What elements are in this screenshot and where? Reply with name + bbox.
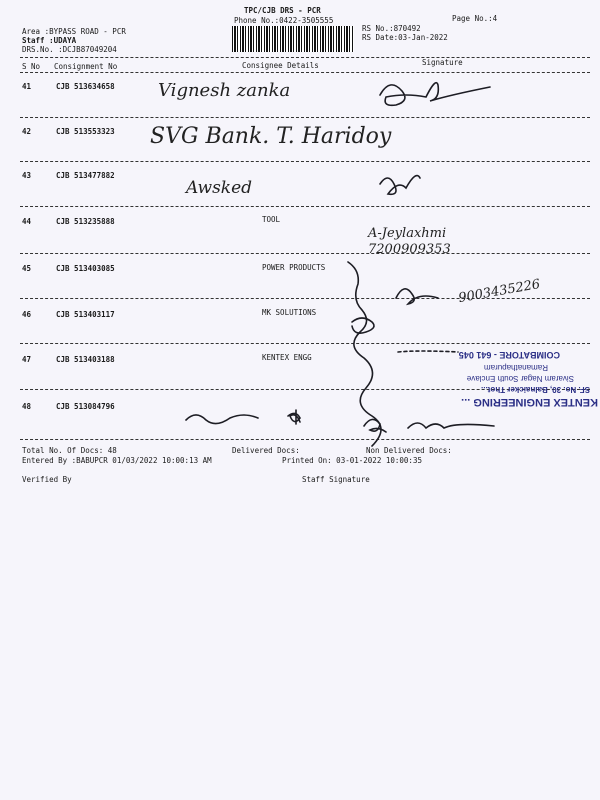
row-consignment: CJB 513403188: [56, 355, 115, 364]
row-consignment: CJB 513634658: [56, 82, 115, 91]
total-docs: Total No. Of Docs: 48: [22, 446, 117, 455]
drs-number: DRS.No. :DCJB87049204: [22, 45, 117, 54]
row-consignment: CJB 513403117: [56, 310, 115, 319]
row-sno: 47: [22, 355, 32, 364]
staff-label: Staff :UDAYA: [22, 36, 77, 45]
row-sno: 46: [22, 310, 32, 319]
row-consignee: POWER PRODUCTS: [262, 263, 326, 272]
row-sno: 44: [22, 217, 32, 226]
row-consignee: TOOL: [262, 215, 281, 224]
handwritten-consignee: SVG Bank. T. Haridoy: [150, 124, 392, 149]
row-sno: 45: [22, 264, 32, 273]
row-sno: 43: [22, 171, 32, 180]
document-title: TPC/CJB DRS - PCR: [244, 6, 321, 15]
stamp-address-line: Ramanathapuram: [483, 363, 548, 372]
stamp-address-line: SF. No. 30, Balnaicker Thot...: [481, 385, 590, 394]
printed-on: Printed On: 03-01-2022 10:00:35: [282, 456, 422, 465]
column-consignment: Consignment No: [54, 62, 118, 71]
column-consignee: Consignee Details: [242, 61, 319, 70]
stamp-address-line: Sivaram Nagar South Enclave: [466, 374, 574, 383]
row-consignee: KENTEX ENGG: [262, 353, 312, 362]
row-consignment: CJB 513403085: [56, 264, 115, 273]
row-sno: 48: [22, 402, 32, 411]
verified-by-label: Verified By: [22, 475, 72, 484]
rs-date: RS Date:03-Jan-2022: [362, 33, 448, 42]
handwritten-consignee: Vignesh zanka: [158, 80, 291, 101]
column-signature: Signature: [422, 58, 463, 67]
stamp-name: KENTEX ENGINEERING ...: [461, 396, 598, 408]
page-number: Page No.:4: [452, 14, 498, 23]
column-sno: S No: [22, 62, 41, 71]
handwritten-consignee: Awsked: [186, 178, 253, 198]
area-label: Area :BYPASS ROAD - PCR: [22, 27, 126, 36]
row-consignee: MK SOLUTIONS: [262, 308, 317, 317]
handwritten-signature: A-Jeylaxhmi 7200909353: [368, 226, 451, 257]
row-consignment: CJB 513235888: [56, 217, 115, 226]
non-delivered-docs: Non Delivered Docs:: [366, 446, 452, 455]
handwritten-phone: 9003435226: [457, 276, 542, 307]
phone-number: Phone No.:0422-3505555: [234, 16, 334, 25]
staff-signature-label: Staff Signature: [302, 475, 370, 484]
row-consignment: CJB 513084796: [56, 402, 115, 411]
entered-by: Entered By :BABUPCR 01/03/2022 10:00:13 AM: [22, 456, 212, 465]
row-consignment: CJB 513477882: [56, 171, 115, 180]
row-consignment: CJB 513553323: [56, 127, 115, 136]
stamp-address-line: COIMBATORE - 641 045: [458, 350, 560, 360]
row-sno: 42: [22, 127, 32, 136]
delivered-docs: Delivered Docs:: [232, 446, 300, 455]
rs-number: RS No.:870492: [362, 24, 421, 33]
row-sno: 41: [22, 82, 32, 91]
